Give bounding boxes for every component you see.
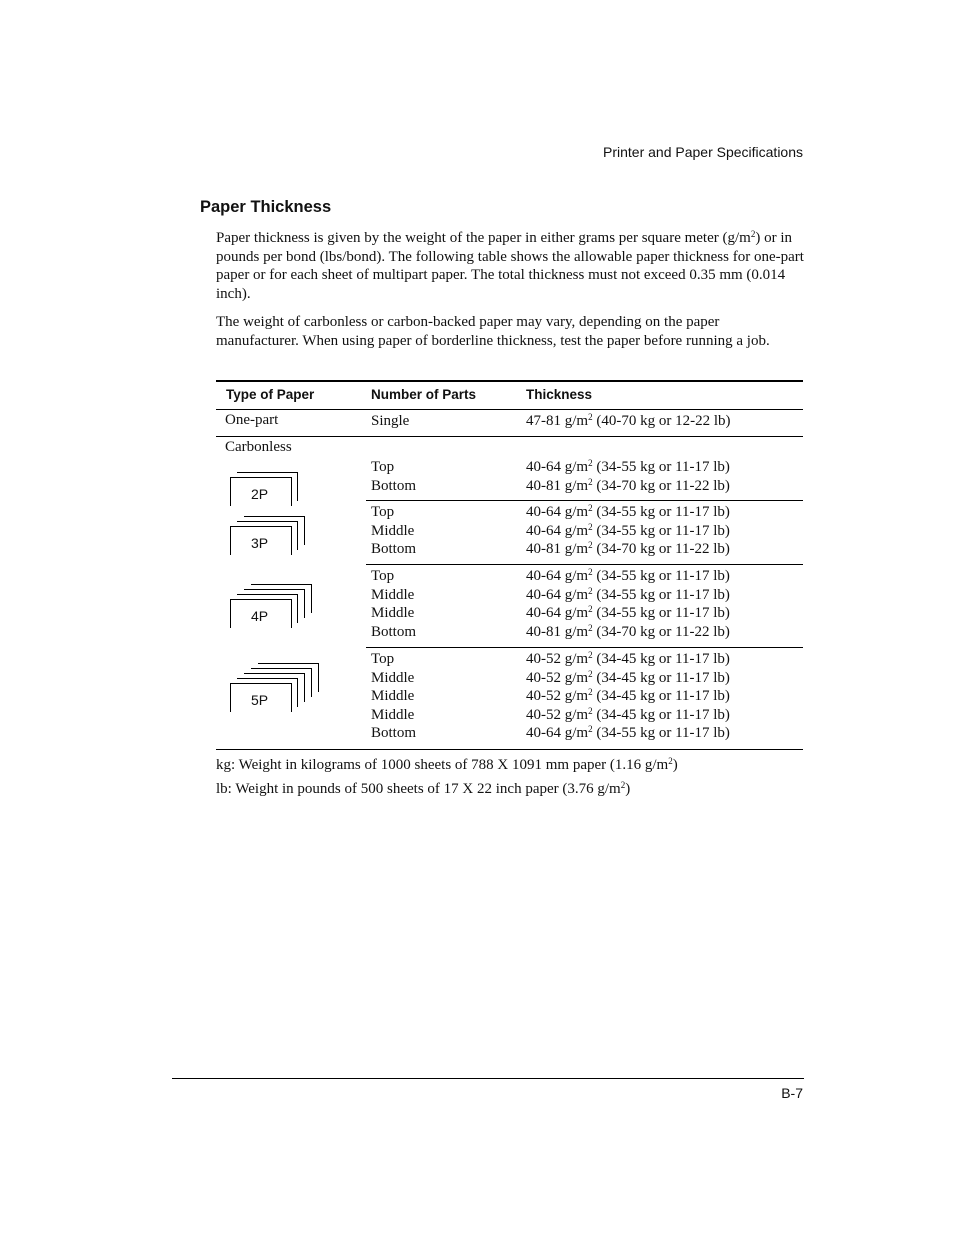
footnote-kg: kg: Weight in kilograms of 1000 sheets of 788 X 1091 mm paper (1.16 $g/m^2$) bbox=[216, 756, 678, 773]
footnote-lb: lb: Weight in pounds of 500 sheets of 17 X 22 inch paper (3.76 $g/m^2$) bbox=[216, 780, 631, 797]
group-2P-parts bbox=[371, 458, 416, 495]
part-name: Top bbox=[371, 459, 395, 475]
group-divider-rule bbox=[366, 500, 803, 501]
section-title: Paper Thickness bbox=[200, 198, 332, 216]
one-part-label: One-part bbox=[225, 412, 279, 428]
table-bottom-rule bbox=[216, 749, 803, 750]
thickness-value: 40-81 $g/m^2$ (34-70 kg or 11-22 lb) bbox=[526, 476, 730, 494]
part-name: Bottom bbox=[371, 725, 417, 742]
group-2P-thickness bbox=[526, 458, 730, 495]
part-name: Middle bbox=[371, 522, 415, 539]
carbonless-note-paragraph: The weight of carbonless or carbon-backed paper may vary, depending on the paper manufacturer. When using paper of borderline thickness, test the paper before running a job. bbox=[216, 314, 770, 349]
group-3P-thickness bbox=[526, 503, 730, 559]
column-header-thickness: Thickness bbox=[526, 387, 593, 402]
thickness-value: 40-64 $g/m^2$ (34-55 kg or 11-17 lb) bbox=[526, 521, 730, 539]
group-5P-parts bbox=[371, 650, 416, 743]
thickness-value: 40-52 $g/m^2$ (34-45 kg or 11-17 lb) bbox=[526, 650, 730, 667]
part-count-label: 5P bbox=[251, 692, 269, 708]
group-4P-thickness bbox=[526, 567, 730, 641]
part-name: Bottom bbox=[371, 477, 417, 494]
front-sheet bbox=[230, 599, 292, 628]
group-divider-rule bbox=[366, 564, 803, 565]
front-sheet bbox=[230, 683, 292, 712]
thickness-value: 40-64 $g/m^2$ (34-55 kg or 11-17 lb) bbox=[526, 503, 730, 520]
part-name: Top bbox=[371, 504, 395, 520]
intro-paragraph: Paper thickness is given by the weight of the paper in either grams per square meter $(g/m^2)$ or in pounds per bond (lbs/bond). The following table shows the allowable paper thickness for one-part paper or for each sheet of multipart paper. The total thickness must not exceed 0.35 mm (0.014 inch). bbox=[216, 229, 804, 302]
one-part-thickness: 47-81 $g/m^2$ (40-70 kg or 12-22 lb) bbox=[526, 412, 731, 429]
part-count-label: 4P bbox=[251, 608, 269, 624]
column-header-type: Type of Paper bbox=[226, 387, 315, 402]
group-3P-parts bbox=[371, 503, 416, 559]
front-sheet bbox=[230, 477, 292, 506]
running-head: Printer and Paper Specifications bbox=[603, 144, 803, 160]
one-part-parts: Single bbox=[371, 413, 410, 429]
part-name: Middle bbox=[371, 669, 415, 686]
part-count-label: 2P bbox=[251, 486, 269, 502]
thickness-value: 40-64 $g/m^2$ (34-55 kg or 11-17 lb) bbox=[526, 458, 730, 475]
thickness-value: 40-64 $g/m^2$ (34-55 kg or 11-17 lb) bbox=[526, 604, 730, 622]
part-count-label: 3P bbox=[251, 535, 269, 551]
part-name: Top bbox=[371, 651, 395, 667]
part-name: Bottom bbox=[371, 541, 417, 558]
part-name: Middle bbox=[371, 706, 415, 723]
carbonless-label: Carbonless bbox=[225, 439, 292, 455]
part-name: Bottom bbox=[371, 623, 417, 640]
part-name: Middle bbox=[371, 586, 415, 603]
thickness-value: 40-64 $g/m^2$ (34-55 kg or 11-17 lb) bbox=[526, 724, 730, 742]
group-divider-rule bbox=[366, 647, 803, 648]
thickness-value: 40-52 $g/m^2$ (34-45 kg or 11-17 lb) bbox=[526, 668, 730, 686]
thickness-value: 40-64 $g/m^2$ (34-55 kg or 11-17 lb) bbox=[526, 585, 730, 603]
table-top-rule bbox=[216, 380, 803, 382]
page-number: B-7 bbox=[781, 1085, 803, 1101]
group-5P-thickness bbox=[526, 650, 730, 743]
thickness-value: 40-52 $g/m^2$ (34-45 kg or 11-17 lb) bbox=[526, 705, 730, 723]
part-name: Middle bbox=[371, 605, 415, 622]
column-header-parts: Number of Parts bbox=[371, 387, 477, 402]
thickness-value: 40-81 $g/m^2$ (34-70 kg or 11-22 lb) bbox=[526, 622, 730, 640]
footer-rule bbox=[172, 1078, 804, 1079]
thickness-value: 40-64 $g/m^2$ (34-55 kg or 11-17 lb) bbox=[526, 567, 730, 584]
group-4P-parts bbox=[371, 567, 416, 641]
table-header-rule bbox=[216, 409, 803, 410]
table-row-rule bbox=[216, 436, 803, 437]
thickness-value: 40-81 $g/m^2$ (34-70 kg or 11-22 lb) bbox=[526, 540, 730, 558]
part-name: Middle bbox=[371, 688, 415, 705]
thickness-value: 40-52 $g/m^2$ (34-45 kg or 11-17 lb) bbox=[526, 687, 730, 705]
front-sheet bbox=[230, 526, 292, 555]
part-name: Top bbox=[371, 568, 395, 584]
